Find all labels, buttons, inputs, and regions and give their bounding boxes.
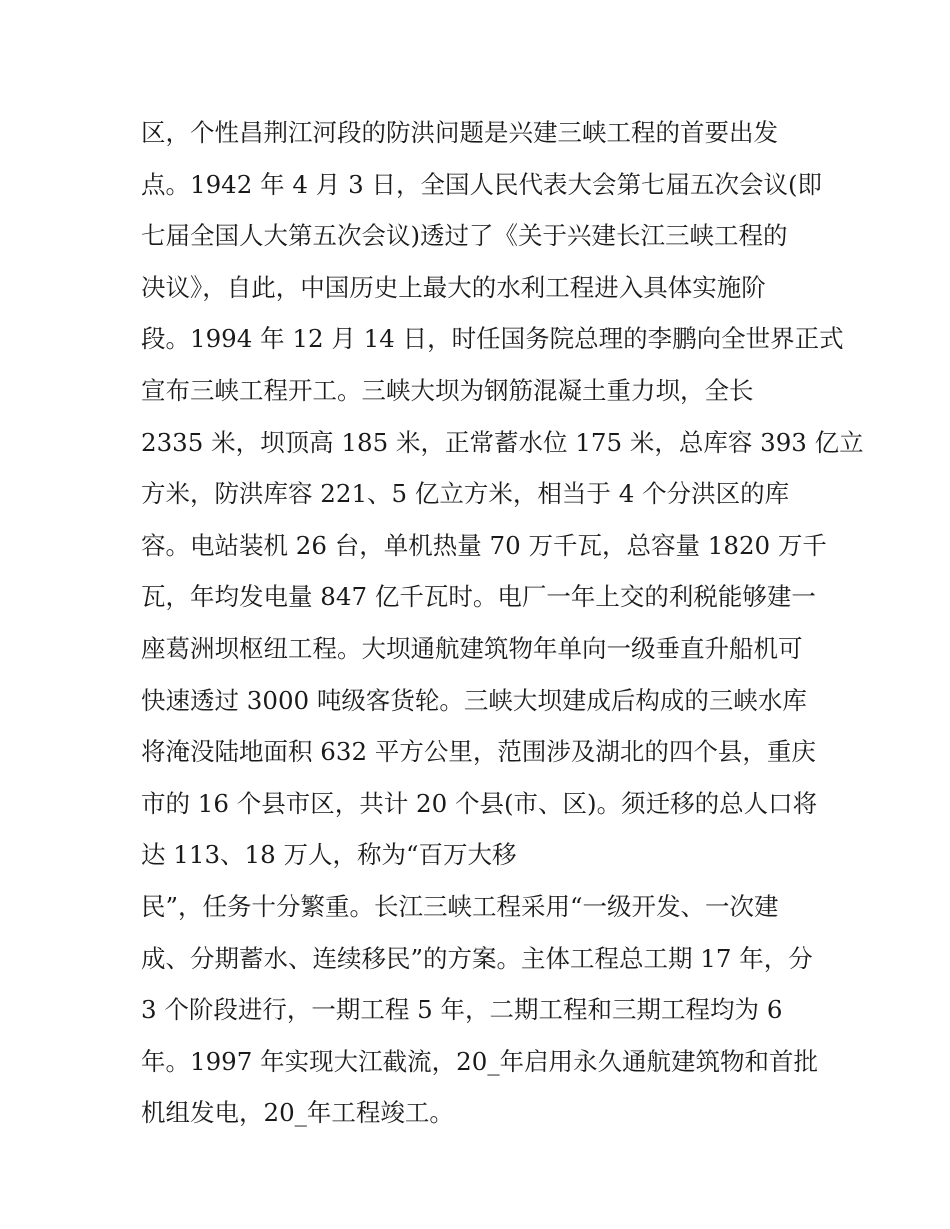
text-line: 方米，防洪库容 221、5 亿立方米，相当于 4 个分洪区的库	[141, 479, 790, 509]
text-line: 座葛洲坝枢纽工程。大坝通航建筑物年单向一级垂直升船机可	[141, 633, 803, 663]
text-line: 容。电站装机 26 台，单机热量 70 万千瓦，总容量 1820 万千	[141, 530, 827, 560]
text-line: 区，个性昌荆江河段的防洪问题是兴建三峡工程的首要出发	[141, 118, 778, 147]
text-line: 段。1994 年 12 月 14 日，时任国务院总理的李鹏向全世界正式	[141, 324, 844, 354]
text-line: 七届全国人大第五次会议)透过了《关于兴建长江三峡工程的	[141, 221, 788, 251]
text-line: 达 113、18 万人，称为“百万大移	[141, 840, 517, 870]
body-text	[141, 107, 864, 1139]
text-line: 将淹没陆地面积 632 平方公里，范围涉及湖北的四个县，重庆	[141, 737, 816, 767]
text-line: 成、分期蓄水、连续移民”的方案。主体工程总工期 17 年，分	[141, 943, 813, 973]
text-line: 宣布三峡工程开工。三峡大坝为钢筋混凝土重力坝，全长	[141, 375, 754, 405]
text-line: 年。1997 年实现大江截流，20_年启用永久通航建筑物和首批	[141, 1046, 819, 1076]
text-line: 瓦，年均发电量 847 亿千瓦时。电厂一年上交的利税能够建一	[141, 582, 816, 612]
text-line: 决议》，自此，中国历史上最大的水利工程进入具体实施阶	[141, 272, 766, 302]
text-line: 3 个阶段进行，一期工程 5 年，二期工程和三期工程均为 6	[141, 995, 783, 1025]
text-line: 民”，任务十分繁重。长江三峡工程采用“一级开发、一次建	[141, 891, 779, 921]
text-line: 2335 米，坝顶高 185 米，正常蓄水位 175 米，总库容 393 亿立	[141, 427, 864, 457]
text-line: 点。1942 年 4 月 3 日，全国人民代表大会第七届五次会议(即	[141, 169, 823, 199]
text-line: 市的 16 个县市区，共计 20 个县(市、区)。须迁移的总人口将	[141, 788, 818, 818]
text-line: 快速透过 3000 吨级客货轮。三峡大坝建成后构成的三峡水库	[141, 685, 807, 715]
text-line: 机组发电，20_年工程竣工。	[141, 1098, 454, 1128]
